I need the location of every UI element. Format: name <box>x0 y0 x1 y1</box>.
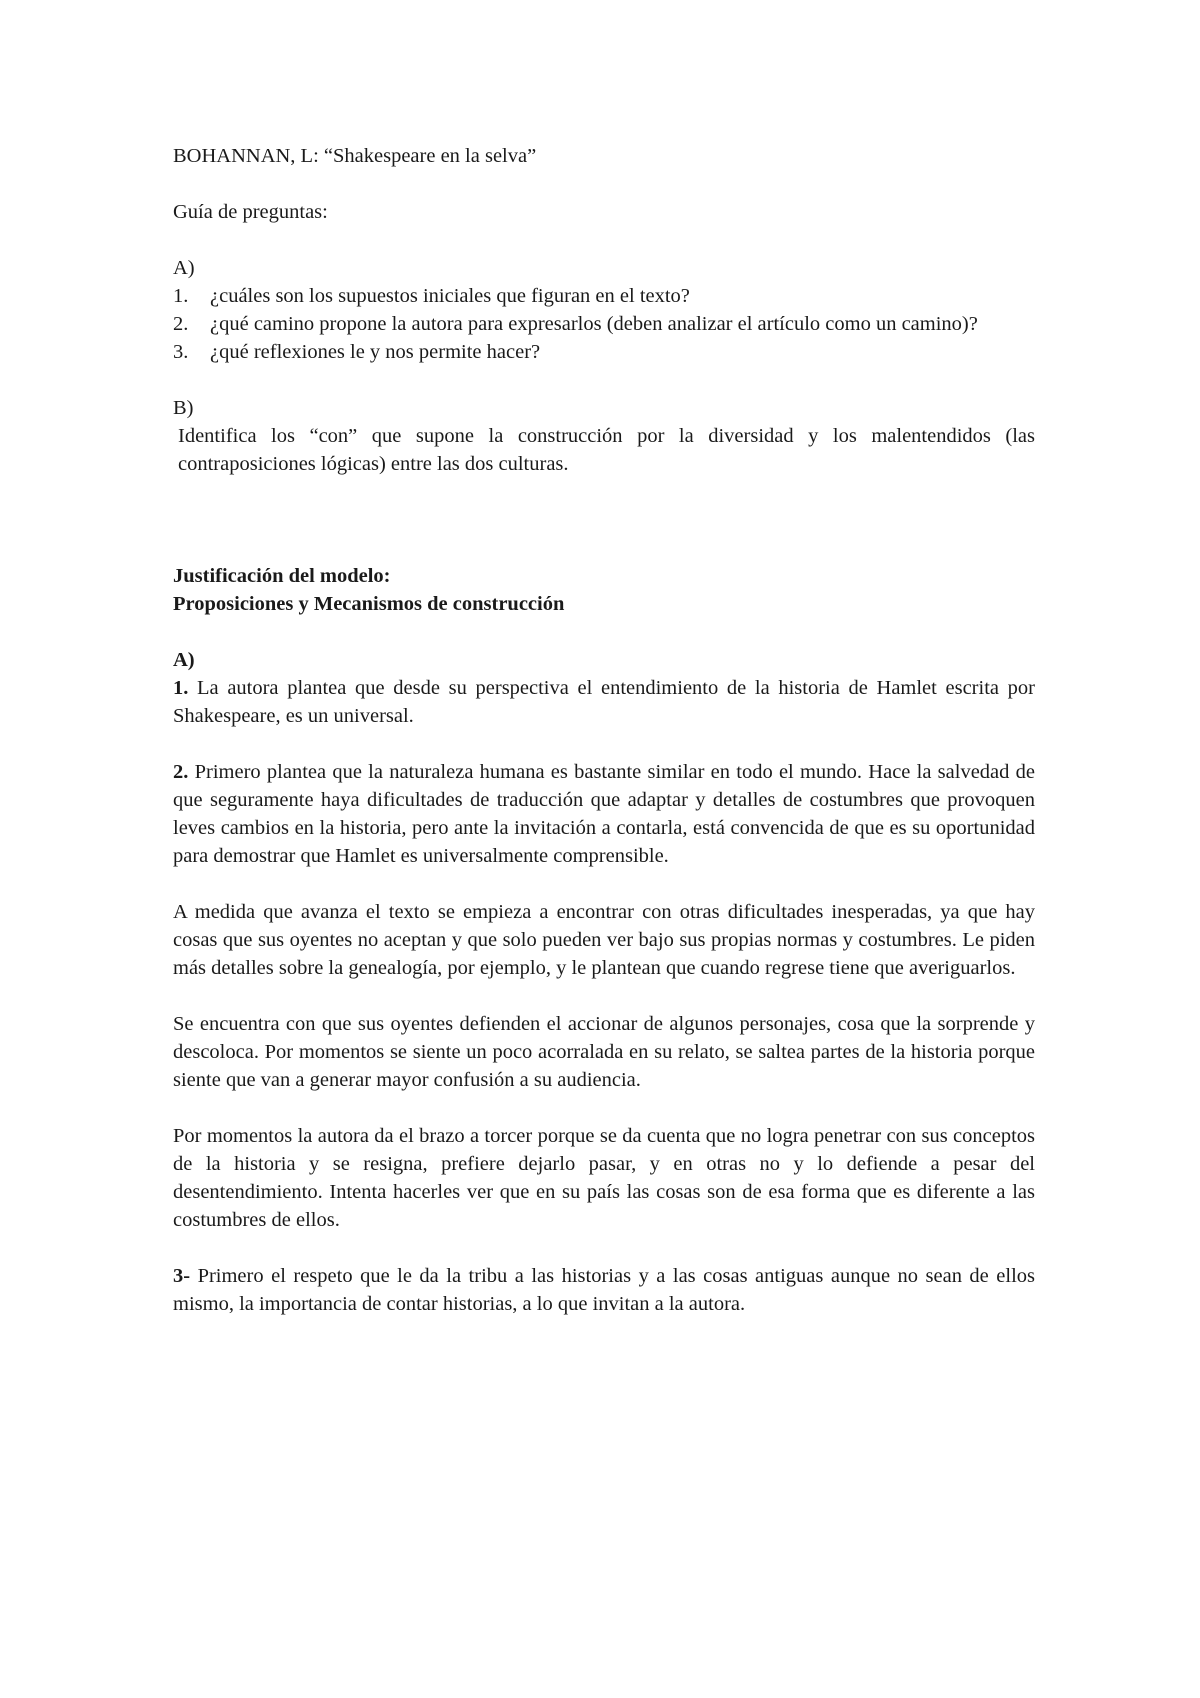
part-b-label: B) <box>173 397 194 419</box>
question-text: ¿qué camino propone la autora para expresarlos (deben analizar el artículo como un camino)? <box>210 313 978 335</box>
question-number: 2. <box>173 313 189 335</box>
guide-label: Guía de preguntas: <box>173 201 328 223</box>
paragraph-text: Primero plantea que la naturaleza humana es bastante similar en todo el mundo. Hace la salvedad de que seguramente haya dificultades de traducción que adaptar y detalles de costumbres que provoquen leves cambios en la historia, pero ante la invitación a contarla, está convencida de que es su oportunidad para demostrar que Hamlet es universalmente comprensible. <box>173 761 1035 867</box>
question-text: ¿qué reflexiones le y nos permite hacer? <box>210 341 541 363</box>
justification-section-label: A) <box>173 649 195 671</box>
part-b-text: Identifica los “con” que supone la construcción por la diversidad y los malentendidos (las contraposiciones lógicas) entre las dos culturas. <box>178 425 1035 475</box>
question-number: 3. <box>173 341 189 363</box>
question-text: ¿cuáles son los supuestos iniciales que figuran en el texto? <box>210 285 690 307</box>
paragraph-1 <box>173 674 1035 730</box>
question-list <box>173 282 1035 366</box>
paragraph-6 <box>173 1262 1035 1318</box>
paragraph-number: 1. <box>173 677 189 699</box>
paragraph-4: Se encuentra con que sus oyentes defienden el accionar de algunos personajes, cosa que la sorprende y descoloca. Por momentos se siente un poco acorralada en su relato, se saltea partes de la historia porque siente que van a generar mayor confusión a su audiencia. <box>173 1013 1035 1091</box>
paragraph-3: A medida que avanza el texto se empieza a encontrar con otras dificultades inesperadas, ya que hay cosas que sus oyentes no aceptan y que solo pueden ver bajo sus propias normas y costumbres. Le piden más detalles sobre la genealogía, por ejemplo, y le plantean que cuando regrese tiene que averiguarlos. <box>173 901 1035 979</box>
paragraph-number: 2. <box>173 761 189 783</box>
document-page <box>173 142 1035 1318</box>
document-title: BOHANNAN, L: “Shakespeare en la selva” <box>173 145 537 167</box>
question-number: 1. <box>173 285 189 307</box>
justification-heading: Justificación del modelo: <box>173 565 391 587</box>
question-item-2 <box>173 310 1035 338</box>
justification-subheading: Proposiciones y Mecanismos de construcción <box>173 593 565 615</box>
question-item-1 <box>173 282 1035 310</box>
paragraph-5: Por momentos la autora da el brazo a torcer porque se da cuenta que no logra penetrar con sus conceptos de la historia y se resigna, prefiere dejarlo pasar, y en otras no y lo defiende a pesar del desentendimiento. Intenta hacerles ver que en su país las cosas son de esa forma que es diferente a las costumbres de ellos. <box>173 1125 1035 1231</box>
paragraph-2 <box>173 758 1035 870</box>
question-item-3 <box>173 338 1035 366</box>
part-a-label: A) <box>173 257 195 279</box>
paragraph-number: 3- <box>173 1265 191 1287</box>
paragraph-text: La autora plantea que desde su perspectiva el entendimiento de la historia de Hamlet escrita por Shakespeare, es un universal. <box>173 677 1035 727</box>
paragraph-text: Primero el respeto que le da la tribu a las historias y a las cosas antiguas aunque no sean de ellos mismo, la importancia de contar historias, a lo que invitan a la autora. <box>173 1265 1035 1315</box>
